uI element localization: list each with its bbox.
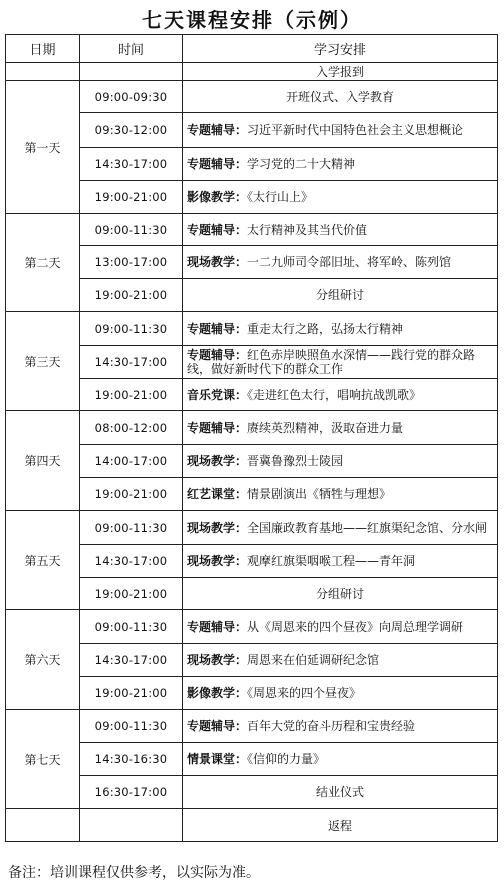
session-row bbox=[6, 148, 498, 181]
day-label: 第四天 bbox=[6, 411, 80, 511]
session-activity bbox=[183, 379, 498, 411]
session-time: 14:30-17:00 bbox=[80, 644, 183, 677]
day-label: 第一天 bbox=[6, 81, 80, 214]
session-activity bbox=[183, 148, 498, 181]
session-row bbox=[6, 743, 498, 776]
activity-type: 现场教学： bbox=[187, 520, 248, 535]
activity-text: 百年大党的奋斗历程和宝贵经验 bbox=[247, 719, 416, 733]
activity-type: 专题辅导： bbox=[187, 157, 248, 171]
session-time: 19:00-21:00 bbox=[80, 478, 183, 511]
activity-type: 专题辅导： bbox=[187, 321, 248, 336]
session-activity bbox=[183, 214, 498, 246]
session-row bbox=[6, 578, 498, 610]
schedule-body bbox=[6, 63, 498, 842]
header-time: 时间 bbox=[80, 35, 183, 63]
session-time: 09:00-11:30 bbox=[80, 511, 183, 545]
activity-type: 专题辅导： bbox=[187, 619, 248, 634]
day-label: 第六天 bbox=[6, 610, 80, 710]
session-activity bbox=[183, 312, 498, 346]
session-row bbox=[6, 346, 498, 379]
session-row bbox=[6, 279, 498, 312]
session-row bbox=[6, 710, 498, 743]
activity-text: 分组研讨 bbox=[315, 586, 364, 601]
activity-type: 专题辅导： bbox=[187, 420, 248, 435]
session-activity bbox=[183, 511, 498, 545]
header-date: 日期 bbox=[6, 35, 80, 63]
activity-text: 观摩红旗渠咽喉工程——青年洞 bbox=[247, 554, 416, 568]
session-time: 19:00-21:00 bbox=[80, 181, 183, 214]
session-row bbox=[6, 478, 498, 511]
session-row bbox=[6, 379, 498, 411]
session-row bbox=[6, 81, 498, 113]
session-time: 16:30-17:00 bbox=[80, 776, 183, 809]
activity-text: 学习党的二十大精神 bbox=[247, 157, 356, 171]
session-activity bbox=[183, 113, 498, 148]
session-row bbox=[6, 644, 498, 677]
session-row bbox=[6, 776, 498, 809]
activity-text: 晋冀鲁豫烈士陵园 bbox=[247, 454, 344, 468]
session-time: 09:00-11:30 bbox=[80, 710, 183, 743]
activity-text: 《太行山上》 bbox=[247, 190, 314, 204]
session-activity bbox=[183, 411, 498, 445]
session-activity bbox=[183, 81, 498, 113]
header-schedule: 学习安排 bbox=[183, 35, 498, 63]
session-row bbox=[6, 545, 498, 578]
activity-type: 音乐党课： bbox=[187, 387, 248, 402]
activity-text: 赓续英烈精神，汲取奋进力量 bbox=[247, 420, 404, 435]
day-label: 第七天 bbox=[6, 710, 80, 809]
arrival-time-cell bbox=[80, 63, 183, 81]
activity-text: 从《周恩来的四个昼夜》向周总理学调研 bbox=[247, 619, 464, 634]
activity-text: 结业仪式 bbox=[315, 785, 364, 799]
activity-text: 开班仪式、入学教育 bbox=[285, 89, 394, 104]
activity-type: 红艺课堂： bbox=[187, 487, 248, 501]
session-time: 14:30-17:00 bbox=[80, 148, 183, 181]
arrival-row bbox=[6, 63, 498, 81]
departure-text: 返程 bbox=[183, 809, 498, 842]
activity-text: 情景剧演出《牺牲与理想》 bbox=[247, 487, 392, 501]
session-activity bbox=[183, 610, 498, 644]
session-time: 19:00-21:00 bbox=[80, 677, 183, 710]
activity-text: 周恩来在伯延调研纪念馆 bbox=[247, 653, 380, 667]
activity-text: 《信仰的力量》 bbox=[247, 752, 326, 766]
schedule-table bbox=[5, 34, 498, 842]
activity-type: 情景课堂： bbox=[187, 752, 248, 766]
activity-text: 全国廉政教育基地——红旗渠纪念馆、分水闸 bbox=[247, 520, 488, 535]
activity-text: 一二九师司令部旧址、将军岭、陈列馆 bbox=[247, 255, 452, 269]
session-time: 14:30-17:00 bbox=[80, 545, 183, 578]
activity-type: 专题辅导： bbox=[187, 123, 248, 137]
session-activity bbox=[183, 776, 498, 809]
session-activity bbox=[183, 545, 498, 578]
session-time: 09:00-11:30 bbox=[80, 312, 183, 346]
arrival-text: 入学报到 bbox=[183, 63, 498, 81]
session-activity bbox=[183, 445, 498, 478]
session-activity bbox=[183, 743, 498, 776]
session-activity bbox=[183, 578, 498, 610]
session-activity bbox=[183, 181, 498, 214]
activity-type: 专题辅导： bbox=[187, 348, 248, 362]
session-row bbox=[6, 677, 498, 710]
activity-text: 红色赤岸映照鱼水深情——践行党的群众路线，做好新时代下的群众工作 bbox=[187, 348, 476, 376]
activity-type: 影像教学： bbox=[187, 190, 248, 204]
session-activity bbox=[183, 246, 498, 279]
session-time: 09:30-12:00 bbox=[80, 113, 183, 148]
session-row bbox=[6, 246, 498, 279]
activity-text: 分组研讨 bbox=[315, 288, 364, 302]
session-time: 14:00-17:00 bbox=[80, 445, 183, 478]
activity-type: 现场教学： bbox=[187, 454, 248, 468]
session-row bbox=[6, 411, 498, 445]
activity-type: 专题辅导： bbox=[187, 222, 248, 237]
session-activity bbox=[183, 346, 498, 379]
arrival-day-cell bbox=[6, 63, 80, 81]
footnote: 备注：培训课程仅供参考，以实际为准。 bbox=[8, 865, 260, 881]
activity-text: 太行精神及其当代价值 bbox=[247, 222, 368, 237]
session-time: 09:00-09:30 bbox=[80, 81, 183, 113]
session-activity bbox=[183, 279, 498, 312]
session-time: 14:30-17:00 bbox=[80, 346, 183, 379]
session-time: 19:00-21:00 bbox=[80, 279, 183, 312]
departure-day-cell bbox=[6, 809, 80, 842]
activity-type: 专题辅导： bbox=[187, 719, 248, 733]
page-title: 七天课程安排（示例） bbox=[142, 8, 362, 32]
session-activity bbox=[183, 644, 498, 677]
session-row bbox=[6, 610, 498, 644]
session-activity bbox=[183, 677, 498, 710]
session-row bbox=[6, 511, 498, 545]
session-row bbox=[6, 181, 498, 214]
session-time: 08:00-12:00 bbox=[80, 411, 183, 445]
day-label: 第三天 bbox=[6, 312, 80, 411]
activity-type: 现场教学： bbox=[187, 255, 248, 269]
header-row bbox=[6, 35, 498, 63]
activity-text: 《走进红色太行，唱响抗战凯歌》 bbox=[247, 387, 422, 402]
departure-time-cell bbox=[80, 809, 183, 842]
activity-type: 现场教学： bbox=[187, 653, 248, 667]
activity-text: 《周恩来的四个昼夜》 bbox=[247, 686, 362, 700]
session-row bbox=[6, 312, 498, 346]
session-time: 19:00-21:00 bbox=[80, 578, 183, 610]
session-time: 13:00-17:00 bbox=[80, 246, 183, 279]
day-label: 第五天 bbox=[6, 511, 80, 610]
session-activity bbox=[183, 710, 498, 743]
session-row bbox=[6, 113, 498, 148]
session-time: 19:00-21:00 bbox=[80, 379, 183, 411]
activity-type: 影像教学： bbox=[187, 686, 248, 700]
session-time: 09:00-11:30 bbox=[80, 214, 183, 246]
session-time: 09:00-11:30 bbox=[80, 610, 183, 644]
session-activity bbox=[183, 478, 498, 511]
session-time: 14:30-16:30 bbox=[80, 743, 183, 776]
session-row bbox=[6, 445, 498, 478]
day-label: 第二天 bbox=[6, 214, 80, 312]
activity-type: 现场教学： bbox=[187, 554, 248, 568]
activity-text: 习近平新时代中国特色社会主义思想概论 bbox=[247, 123, 464, 137]
activity-text: 重走太行之路，弘扬太行精神 bbox=[247, 321, 404, 336]
session-row bbox=[6, 214, 498, 246]
departure-row bbox=[6, 809, 498, 842]
